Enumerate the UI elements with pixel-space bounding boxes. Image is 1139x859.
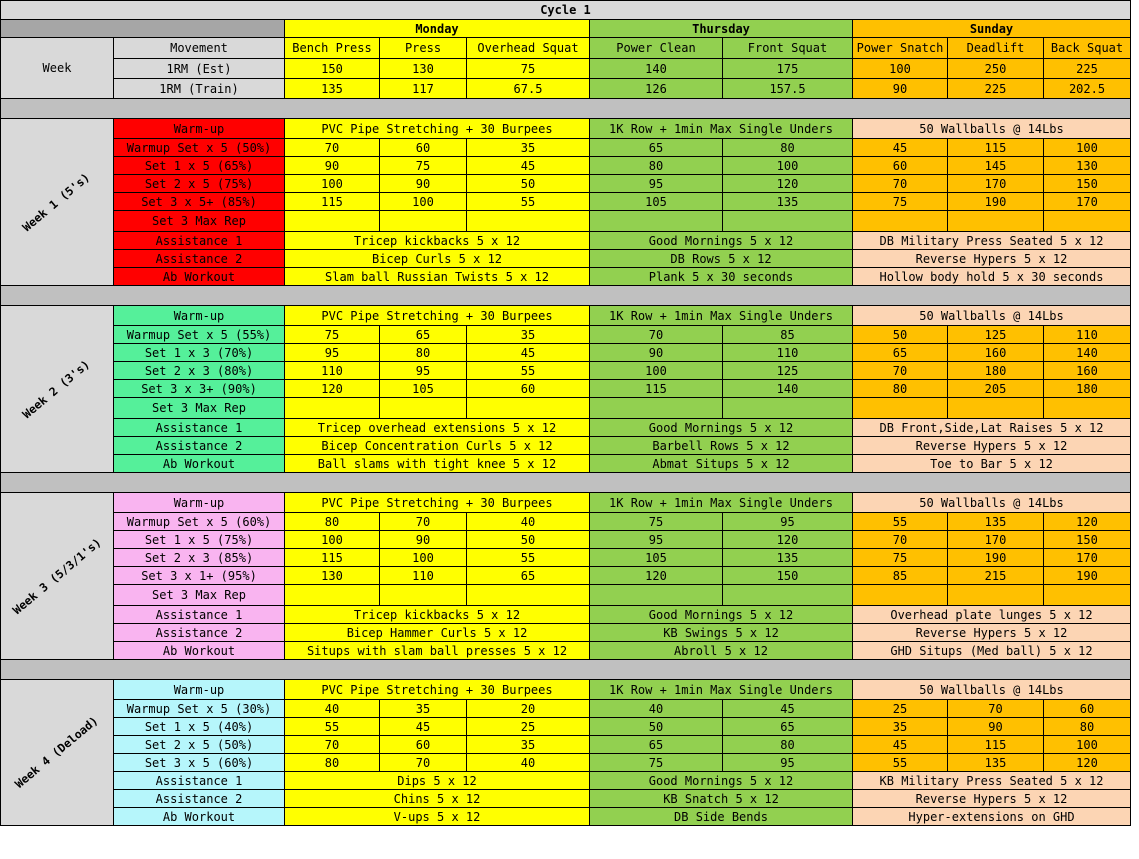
- day-header-sunday[interactable]: Sunday: [853, 20, 1131, 38]
- set-weight[interactable]: 125: [723, 362, 853, 380]
- max-rep-entry[interactable]: [853, 398, 948, 419]
- set-weight[interactable]: 95: [590, 531, 723, 549]
- set-weight[interactable]: 65: [590, 736, 723, 754]
- week-label: Week 2 (3's): [20, 356, 93, 421]
- rm-est-value[interactable]: 75: [467, 59, 590, 79]
- set-weight[interactable]: 75: [285, 326, 380, 344]
- set-weight[interactable]: 80: [1044, 718, 1131, 736]
- max-rep-label[interactable]: Set 3 Max Rep: [114, 398, 285, 419]
- set-weight[interactable]: 80: [723, 736, 853, 754]
- set-weight[interactable]: 90: [948, 718, 1044, 736]
- max-rep-entry[interactable]: [1044, 398, 1131, 419]
- set-weight[interactable]: 100: [380, 193, 467, 211]
- set-weight[interactable]: 100: [1044, 736, 1131, 754]
- set-weight[interactable]: 115: [590, 380, 723, 398]
- set-label[interactable]: Set 1 x 5 (75%): [114, 531, 285, 549]
- week-label: Week 4 (Deload): [12, 713, 101, 792]
- assistance-sunday[interactable]: Hyper-extensions on GHD: [853, 808, 1131, 826]
- set-label[interactable]: Set 3 x 5+ (85%): [114, 193, 285, 211]
- set-weight[interactable]: 60: [380, 736, 467, 754]
- set-weight[interactable]: 45: [467, 157, 590, 175]
- set-weight[interactable]: 110: [285, 362, 380, 380]
- week-label: Week 3 (5/3/1's): [9, 534, 104, 617]
- set-weight[interactable]: 135: [948, 513, 1044, 531]
- assistance-thursday[interactable]: Good Mornings 5 x 12: [590, 419, 853, 437]
- warmup-sunday[interactable]: 50 Wallballs @ 14Lbs: [853, 306, 1131, 326]
- set-weight[interactable]: 150: [1044, 531, 1131, 549]
- assistance-sunday[interactable]: Reverse Hypers 5 x 12: [853, 624, 1131, 642]
- rm-est-value[interactable]: 250: [948, 59, 1044, 79]
- week-label-header[interactable]: Week: [1, 38, 114, 99]
- set-weight[interactable]: 50: [853, 326, 948, 344]
- assistance-thursday[interactable]: DB Rows 5 x 12: [590, 250, 853, 268]
- assistance-label[interactable]: Ab Workout: [114, 808, 285, 826]
- set-label[interactable]: Set 2 x 3 (80%): [114, 362, 285, 380]
- assistance-thursday[interactable]: KB Snatch 5 x 12: [590, 790, 853, 808]
- assistance-monday[interactable]: Tricep overhead extensions 5 x 12: [285, 419, 590, 437]
- set-weight[interactable]: 115: [948, 736, 1044, 754]
- set-weight[interactable]: 95: [590, 175, 723, 193]
- max-rep-label[interactable]: Set 3 Max Rep: [114, 585, 285, 606]
- max-rep-entry[interactable]: [723, 211, 853, 232]
- max-rep-entry[interactable]: [285, 398, 380, 419]
- set-label[interactable]: Set 2 x 5 (75%): [114, 175, 285, 193]
- set-weight[interactable]: 120: [1044, 513, 1131, 531]
- assistance-sunday[interactable]: Reverse Hypers 5 x 12: [853, 790, 1131, 808]
- assistance-sunday[interactable]: Hollow body hold 5 x 30 seconds: [853, 268, 1131, 286]
- max-rep-entry[interactable]: [948, 585, 1044, 606]
- assistance-sunday[interactable]: Reverse Hypers 5 x 12: [853, 437, 1131, 455]
- set-weight[interactable]: 95: [723, 513, 853, 531]
- movement-name[interactable]: Front Squat: [723, 38, 853, 59]
- set-weight[interactable]: 55: [853, 754, 948, 772]
- assistance-sunday[interactable]: Overhead plate lunges 5 x 12: [853, 606, 1131, 624]
- set-weight[interactable]: 95: [723, 754, 853, 772]
- set-weight[interactable]: 50: [467, 531, 590, 549]
- set-label[interactable]: Set 1 x 3 (70%): [114, 344, 285, 362]
- set-weight[interactable]: 100: [285, 531, 380, 549]
- set-weight[interactable]: 100: [285, 175, 380, 193]
- assistance-monday[interactable]: Tricep kickbacks 5 x 12: [285, 232, 590, 250]
- set-weight[interactable]: 75: [380, 157, 467, 175]
- movement-name[interactable]: Bench Press: [285, 38, 380, 59]
- assistance-monday[interactable]: Situps with slam ball presses 5 x 12: [285, 642, 590, 660]
- movement-name[interactable]: Power Clean: [590, 38, 723, 59]
- rm-train-value[interactable]: 117: [380, 79, 467, 99]
- set-weight[interactable]: 35: [467, 139, 590, 157]
- set-weight[interactable]: 70: [853, 175, 948, 193]
- assistance-label[interactable]: Assistance 1: [114, 419, 285, 437]
- set-weight[interactable]: 100: [590, 362, 723, 380]
- max-rep-entry[interactable]: [590, 211, 723, 232]
- set-weight[interactable]: 190: [1044, 567, 1131, 585]
- set-weight[interactable]: 105: [380, 380, 467, 398]
- week-separator[interactable]: [1, 473, 1131, 493]
- set-label[interactable]: Warmup Set x 5 (55%): [114, 326, 285, 344]
- set-weight[interactable]: 80: [380, 344, 467, 362]
- warmup-thursday[interactable]: 1K Row + 1min Max Single Unders: [590, 680, 853, 700]
- set-weight[interactable]: 85: [723, 326, 853, 344]
- warmup-sunday[interactable]: 50 Wallballs @ 14Lbs: [853, 680, 1131, 700]
- set-weight[interactable]: 35: [467, 736, 590, 754]
- set-weight[interactable]: 70: [853, 531, 948, 549]
- assistance-sunday[interactable]: DB Front,Side,Lat Raises 5 x 12: [853, 419, 1131, 437]
- assistance-thursday[interactable]: Barbell Rows 5 x 12: [590, 437, 853, 455]
- assistance-thursday[interactable]: Good Mornings 5 x 12: [590, 772, 853, 790]
- assistance-label[interactable]: Assistance 1: [114, 772, 285, 790]
- assistance-thursday[interactable]: KB Swings 5 x 12: [590, 624, 853, 642]
- rm-train-value[interactable]: 157.5: [723, 79, 853, 99]
- max-rep-entry[interactable]: [380, 398, 467, 419]
- blank-header-cell[interactable]: [1, 20, 285, 38]
- set-weight[interactable]: 65: [467, 567, 590, 585]
- set-weight[interactable]: 120: [590, 567, 723, 585]
- set-weight[interactable]: 105: [590, 549, 723, 567]
- assistance-label[interactable]: Assistance 1: [114, 232, 285, 250]
- set-weight[interactable]: 170: [1044, 193, 1131, 211]
- set-label[interactable]: Set 3 x 5 (60%): [114, 754, 285, 772]
- set-weight[interactable]: 115: [285, 193, 380, 211]
- set-weight[interactable]: 170: [1044, 549, 1131, 567]
- set-weight[interactable]: 80: [590, 157, 723, 175]
- set-weight[interactable]: 120: [723, 531, 853, 549]
- movement-name[interactable]: Back Squat: [1044, 38, 1131, 59]
- set-weight[interactable]: 95: [380, 362, 467, 380]
- set-weight[interactable]: 180: [1044, 380, 1131, 398]
- warmup-monday[interactable]: PVC Pipe Stretching + 30 Burpees: [285, 119, 590, 139]
- max-rep-entry[interactable]: [1044, 585, 1131, 606]
- assistance-sunday[interactable]: Reverse Hypers 5 x 12: [853, 250, 1131, 268]
- set-weight[interactable]: 140: [1044, 344, 1131, 362]
- set-weight[interactable]: 55: [467, 193, 590, 211]
- rm-est-value[interactable]: 225: [1044, 59, 1131, 79]
- assistance-label[interactable]: Assistance 2: [114, 790, 285, 808]
- set-weight[interactable]: 110: [380, 567, 467, 585]
- rm-est-value[interactable]: 100: [853, 59, 948, 79]
- week-label: Week 1 (5's): [20, 169, 93, 234]
- warmup-label[interactable]: Warm-up: [114, 680, 285, 700]
- set-weight[interactable]: 160: [1044, 362, 1131, 380]
- assistance-monday[interactable]: Bicep Hammer Curls 5 x 12: [285, 624, 590, 642]
- rm-train-value[interactable]: 90: [853, 79, 948, 99]
- set-weight[interactable]: 70: [380, 754, 467, 772]
- max-rep-entry[interactable]: [467, 398, 590, 419]
- assistance-monday[interactable]: Chins 5 x 12: [285, 790, 590, 808]
- set-weight[interactable]: 130: [1044, 157, 1131, 175]
- set-weight[interactable]: 25: [467, 718, 590, 736]
- set-weight[interactable]: 40: [467, 513, 590, 531]
- set-weight[interactable]: 100: [723, 157, 853, 175]
- warmup-label[interactable]: Warm-up: [114, 306, 285, 326]
- assistance-monday[interactable]: Tricep kickbacks 5 x 12: [285, 606, 590, 624]
- rm-train-value[interactable]: 67.5: [467, 79, 590, 99]
- set-weight[interactable]: 55: [285, 718, 380, 736]
- assistance-thursday[interactable]: Good Mornings 5 x 12: [590, 232, 853, 250]
- set-weight[interactable]: 135: [723, 193, 853, 211]
- set-weight[interactable]: 50: [467, 175, 590, 193]
- set-weight[interactable]: 20: [467, 700, 590, 718]
- set-label[interactable]: Warmup Set x 5 (50%): [114, 139, 285, 157]
- set-weight[interactable]: 65: [723, 718, 853, 736]
- assistance-label[interactable]: Assistance 2: [114, 437, 285, 455]
- set-weight[interactable]: 60: [467, 380, 590, 398]
- set-weight[interactable]: 45: [380, 718, 467, 736]
- set-weight[interactable]: 45: [853, 139, 948, 157]
- week-label-cell[interactable]: [1, 306, 114, 473]
- assistance-monday[interactable]: Bicep Concentration Curls 5 x 12: [285, 437, 590, 455]
- assistance-sunday[interactable]: GHD Situps (Med ball) 5 x 12: [853, 642, 1131, 660]
- assistance-label[interactable]: Ab Workout: [114, 642, 285, 660]
- set-weight[interactable]: 145: [948, 157, 1044, 175]
- rm-est-value[interactable]: 175: [723, 59, 853, 79]
- set-weight[interactable]: 150: [723, 567, 853, 585]
- set-weight[interactable]: 55: [853, 513, 948, 531]
- set-weight[interactable]: 120: [285, 380, 380, 398]
- warmup-thursday[interactable]: 1K Row + 1min Max Single Unders: [590, 493, 853, 513]
- set-weight[interactable]: 70: [948, 700, 1044, 718]
- set-weight[interactable]: 80: [723, 139, 853, 157]
- max-rep-entry[interactable]: [285, 211, 380, 232]
- set-weight[interactable]: 45: [723, 700, 853, 718]
- assistance-monday[interactable]: Ball slams with tight knee 5 x 12: [285, 455, 590, 473]
- set-weight[interactable]: 40: [590, 700, 723, 718]
- set-weight[interactable]: 205: [948, 380, 1044, 398]
- set-weight[interactable]: 80: [853, 380, 948, 398]
- set-weight[interactable]: 160: [948, 344, 1044, 362]
- set-weight[interactable]: 90: [590, 344, 723, 362]
- assistance-sunday[interactable]: Toe to Bar 5 x 12: [853, 455, 1131, 473]
- rm-train-value[interactable]: 225: [948, 79, 1044, 99]
- warmup-label[interactable]: Warm-up: [114, 119, 285, 139]
- week-label-cell[interactable]: [1, 680, 114, 826]
- assistance-label[interactable]: Assistance 2: [114, 624, 285, 642]
- set-weight[interactable]: 65: [590, 139, 723, 157]
- max-rep-entry[interactable]: [590, 398, 723, 419]
- set-weight[interactable]: 190: [948, 193, 1044, 211]
- set-weight[interactable]: 70: [285, 736, 380, 754]
- max-rep-entry[interactable]: [590, 585, 723, 606]
- warmup-monday[interactable]: PVC Pipe Stretching + 30 Burpees: [285, 493, 590, 513]
- rm-train-value[interactable]: 135: [285, 79, 380, 99]
- set-weight[interactable]: 45: [853, 736, 948, 754]
- max-rep-entry[interactable]: [723, 398, 853, 419]
- set-weight[interactable]: 60: [1044, 700, 1131, 718]
- rm-train-label[interactable]: 1RM (Train): [114, 79, 285, 99]
- set-weight[interactable]: 80: [285, 754, 380, 772]
- set-weight[interactable]: 35: [853, 718, 948, 736]
- max-rep-entry[interactable]: [948, 211, 1044, 232]
- set-weight[interactable]: 65: [853, 344, 948, 362]
- assistance-label[interactable]: Ab Workout: [114, 268, 285, 286]
- movement-label[interactable]: Movement: [114, 38, 285, 59]
- set-weight[interactable]: 170: [948, 531, 1044, 549]
- rm-est-value[interactable]: 150: [285, 59, 380, 79]
- warmup-sunday[interactable]: 50 Wallballs @ 14Lbs: [853, 493, 1131, 513]
- set-label[interactable]: Warmup Set x 5 (30%): [114, 700, 285, 718]
- movement-name[interactable]: Overhead Squat: [467, 38, 590, 59]
- set-label[interactable]: Warmup Set x 5 (60%): [114, 513, 285, 531]
- warmup-label[interactable]: Warm-up: [114, 493, 285, 513]
- set-weight[interactable]: 150: [1044, 175, 1131, 193]
- max-rep-entry[interactable]: [467, 211, 590, 232]
- set-weight[interactable]: 120: [723, 175, 853, 193]
- week-label-cell[interactable]: [1, 119, 114, 286]
- assistance-monday[interactable]: Bicep Curls 5 x 12: [285, 250, 590, 268]
- set-weight[interactable]: 190: [948, 549, 1044, 567]
- set-weight[interactable]: 115: [948, 139, 1044, 157]
- set-weight[interactable]: 70: [285, 139, 380, 157]
- set-weight[interactable]: 50: [590, 718, 723, 736]
- assistance-sunday[interactable]: DB Military Press Seated 5 x 12: [853, 232, 1131, 250]
- warmup-thursday[interactable]: 1K Row + 1min Max Single Unders: [590, 119, 853, 139]
- set-label[interactable]: Set 1 x 5 (65%): [114, 157, 285, 175]
- set-label[interactable]: Set 1 x 5 (40%): [114, 718, 285, 736]
- set-weight[interactable]: 70: [590, 326, 723, 344]
- rm-train-value[interactable]: 202.5: [1044, 79, 1131, 99]
- set-weight[interactable]: 75: [853, 193, 948, 211]
- set-weight[interactable]: 180: [948, 362, 1044, 380]
- set-weight[interactable]: 90: [380, 175, 467, 193]
- week-separator[interactable]: [1, 99, 1131, 119]
- set-weight[interactable]: 40: [285, 700, 380, 718]
- set-weight[interactable]: 65: [380, 326, 467, 344]
- rm-train-value[interactable]: 126: [590, 79, 723, 99]
- set-weight[interactable]: 35: [380, 700, 467, 718]
- week-label-cell[interactable]: [1, 493, 114, 660]
- warmup-thursday[interactable]: 1K Row + 1min Max Single Unders: [590, 306, 853, 326]
- set-weight[interactable]: 110: [723, 344, 853, 362]
- set-weight[interactable]: 60: [380, 139, 467, 157]
- set-label[interactable]: Set 3 x 3+ (90%): [114, 380, 285, 398]
- assistance-thursday[interactable]: DB Side Bends: [590, 808, 853, 826]
- set-weight[interactable]: 75: [590, 754, 723, 772]
- set-weight[interactable]: 40: [467, 754, 590, 772]
- max-rep-entry[interactable]: [1044, 211, 1131, 232]
- week-separator[interactable]: [1, 286, 1131, 306]
- set-weight[interactable]: 70: [380, 513, 467, 531]
- set-weight[interactable]: 115: [285, 549, 380, 567]
- set-weight[interactable]: 215: [948, 567, 1044, 585]
- rm-est-value[interactable]: 140: [590, 59, 723, 79]
- set-weight[interactable]: 90: [380, 531, 467, 549]
- day-header-thursday[interactable]: Thursday: [590, 20, 853, 38]
- set-weight[interactable]: 70: [853, 362, 948, 380]
- movement-name[interactable]: Power Snatch: [853, 38, 948, 59]
- set-weight[interactable]: 135: [948, 754, 1044, 772]
- movement-name[interactable]: Deadlift: [948, 38, 1044, 59]
- warmup-sunday[interactable]: 50 Wallballs @ 14Lbs: [853, 119, 1131, 139]
- max-rep-entry[interactable]: [948, 398, 1044, 419]
- max-rep-entry[interactable]: [853, 585, 948, 606]
- max-rep-entry[interactable]: [853, 211, 948, 232]
- set-weight[interactable]: 90: [285, 157, 380, 175]
- set-weight[interactable]: 55: [467, 362, 590, 380]
- assistance-monday[interactable]: Slam ball Russian Twists 5 x 12: [285, 268, 590, 286]
- set-weight[interactable]: 80: [285, 513, 380, 531]
- max-rep-entry[interactable]: [285, 585, 380, 606]
- assistance-sunday[interactable]: KB Military Press Seated 5 x 12: [853, 772, 1131, 790]
- set-weight[interactable]: 45: [467, 344, 590, 362]
- set-weight[interactable]: 170: [948, 175, 1044, 193]
- set-weight[interactable]: 35: [467, 326, 590, 344]
- max-rep-entry[interactable]: [380, 211, 467, 232]
- set-weight[interactable]: 140: [723, 380, 853, 398]
- set-weight[interactable]: 100: [380, 549, 467, 567]
- warmup-monday[interactable]: PVC Pipe Stretching + 30 Burpees: [285, 680, 590, 700]
- set-weight[interactable]: 60: [853, 157, 948, 175]
- rm-est-value[interactable]: 130: [380, 59, 467, 79]
- set-label[interactable]: Set 2 x 3 (85%): [114, 549, 285, 567]
- assistance-label[interactable]: Ab Workout: [114, 455, 285, 473]
- max-rep-label[interactable]: Set 3 Max Rep: [114, 211, 285, 232]
- set-label[interactable]: Set 2 x 5 (50%): [114, 736, 285, 754]
- max-rep-entry[interactable]: [380, 585, 467, 606]
- assistance-label[interactable]: Assistance 1: [114, 606, 285, 624]
- warmup-monday[interactable]: PVC Pipe Stretching + 30 Burpees: [285, 306, 590, 326]
- set-weight[interactable]: 110: [1044, 326, 1131, 344]
- max-rep-entry[interactable]: [467, 585, 590, 606]
- week-separator[interactable]: [1, 660, 1131, 680]
- assistance-thursday[interactable]: Abmat Situps 5 x 12: [590, 455, 853, 473]
- assistance-label[interactable]: Assistance 2: [114, 250, 285, 268]
- rm-est-label[interactable]: 1RM (Est): [114, 59, 285, 79]
- set-weight[interactable]: 25: [853, 700, 948, 718]
- day-header-monday[interactable]: Monday: [285, 20, 590, 38]
- assistance-thursday[interactable]: Abroll 5 x 12: [590, 642, 853, 660]
- max-rep-entry[interactable]: [723, 585, 853, 606]
- set-label[interactable]: Set 3 x 1+ (95%): [114, 567, 285, 585]
- set-weight[interactable]: 120: [1044, 754, 1131, 772]
- assistance-thursday[interactable]: Plank 5 x 30 seconds: [590, 268, 853, 286]
- set-weight[interactable]: 100: [1044, 139, 1131, 157]
- set-weight[interactable]: 105: [590, 193, 723, 211]
- assistance-monday[interactable]: Dips 5 x 12: [285, 772, 590, 790]
- assistance-thursday[interactable]: Good Mornings 5 x 12: [590, 606, 853, 624]
- set-weight[interactable]: 95: [285, 344, 380, 362]
- set-weight[interactable]: 85: [853, 567, 948, 585]
- set-weight[interactable]: 55: [467, 549, 590, 567]
- set-weight[interactable]: 135: [723, 549, 853, 567]
- set-weight[interactable]: 75: [853, 549, 948, 567]
- sheet-title[interactable]: Cycle 1: [1, 1, 1131, 20]
- assistance-monday[interactable]: V-ups 5 x 12: [285, 808, 590, 826]
- set-weight[interactable]: 75: [590, 513, 723, 531]
- set-weight[interactable]: 130: [285, 567, 380, 585]
- set-weight[interactable]: 125: [948, 326, 1044, 344]
- movement-name[interactable]: Press: [380, 38, 467, 59]
